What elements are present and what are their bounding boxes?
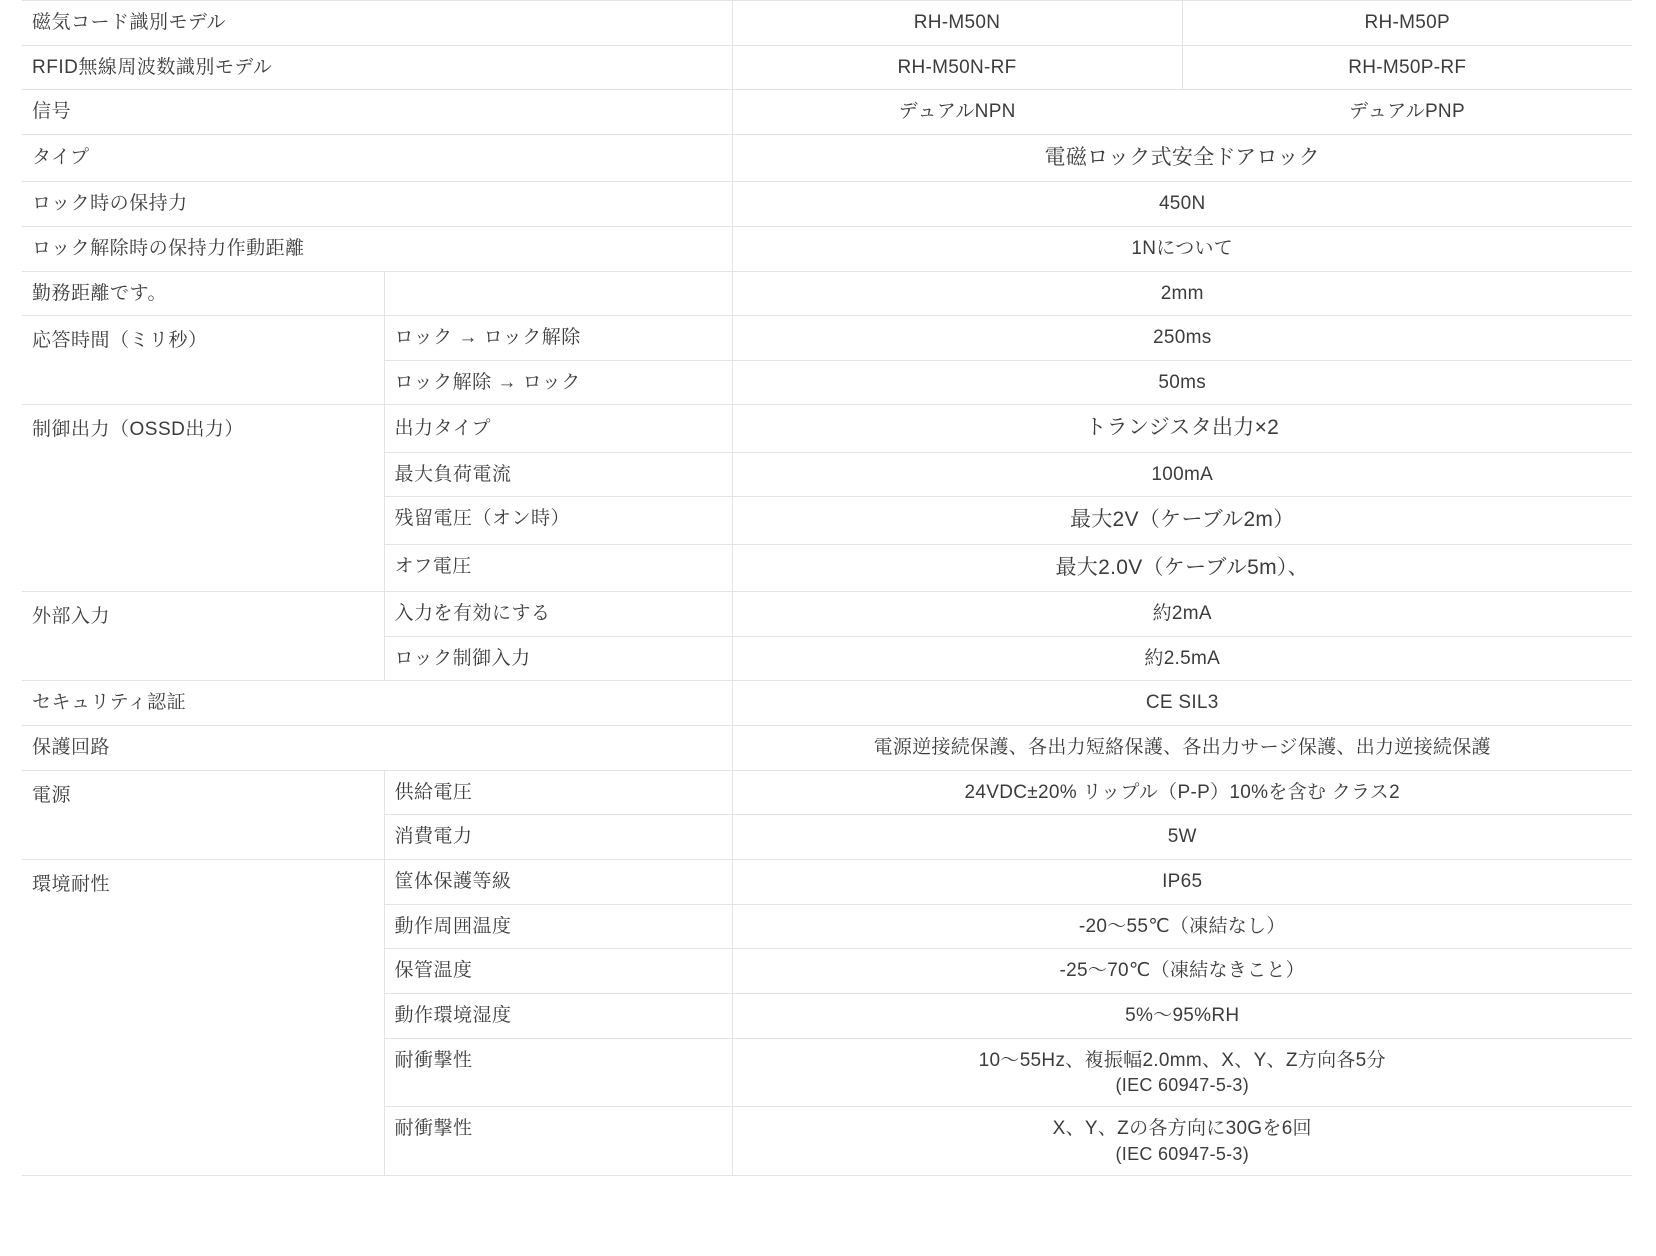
row-sublabel: 耐衝撃性 [384, 1038, 732, 1107]
row-value: 50ms [732, 360, 1632, 405]
row-sublabel: 動作周囲温度 [384, 904, 732, 949]
row-value: 1Nについて [732, 226, 1632, 271]
row-label: タイプ [22, 134, 732, 181]
specification-table [22, 0, 1632, 1176]
row-value: 450N [732, 182, 1632, 227]
row-value: -20〜55℃（凍結なし） [732, 904, 1632, 949]
row-sublabel: オフ電圧 [384, 544, 732, 591]
row-sublabel: ロック制御入力 [384, 636, 732, 681]
row-sublabel: 消費電力 [384, 815, 732, 860]
row-value-line1: 10〜55Hz、複振幅2.0mm、X、Y、Z方向各5分 [978, 1049, 1386, 1071]
table-row [22, 592, 1632, 637]
row-value: RH-M50P [1182, 1, 1632, 46]
table-row [22, 405, 1632, 452]
row-value: 2mm [732, 271, 1632, 316]
row-value: 電磁ロック式安全ドアロック [732, 134, 1632, 181]
row-value: RH-M50N [732, 1, 1182, 46]
row-sublabel-empty [384, 271, 732, 316]
row-label: 応答時間（ミリ秒） [22, 316, 384, 405]
row-label: 信号 [22, 90, 732, 135]
table-row [22, 859, 1632, 904]
row-label: 保護回路 [22, 726, 732, 771]
table-row [22, 45, 1632, 90]
row-label: ロック時の保持力 [22, 182, 732, 227]
row-value-line1: X、Y、Zの各方向に30Gを6回 [1052, 1118, 1312, 1140]
row-label: ロック解除時の保持力作動距離 [22, 226, 732, 271]
row-value: 5W [732, 815, 1632, 860]
row-label: 勤務距離です。 [22, 271, 384, 316]
table-row [22, 770, 1632, 815]
row-sublabel: 動作環境湿度 [384, 993, 732, 1038]
row-label: 制御出力（OSSD出力） [22, 405, 384, 592]
table-row [22, 316, 1632, 361]
table-row [22, 726, 1632, 771]
row-value: CE SIL3 [732, 681, 1632, 726]
row-label: 外部入力 [22, 592, 384, 681]
row-value [732, 1107, 1632, 1176]
table-row [22, 271, 1632, 316]
row-sublabel: 入力を有効にする [384, 592, 732, 637]
row-sublabel: 保管温度 [384, 949, 732, 994]
row-label: セキュリティ認証 [22, 681, 732, 726]
row-sublabel: ロック → ロック解除 [384, 316, 732, 361]
row-value: 250ms [732, 316, 1632, 361]
row-sublabel: 出力タイプ [384, 405, 732, 452]
table-row [22, 681, 1632, 726]
row-value [732, 1038, 1632, 1107]
row-value-line2: (IEC 60947-5-3) [1115, 1144, 1250, 1165]
row-value: 最大2.0V（ケーブル5m）、 [732, 544, 1632, 591]
row-value: 約2mA [732, 592, 1632, 637]
row-value: 24VDC±20% リップル（P-P）10%を含む クラス2 [732, 770, 1632, 815]
row-value: トランジスタ出力×2 [732, 405, 1632, 452]
row-sublabel: ロック解除 → ロック [384, 360, 732, 405]
row-value: 5%〜95%RH [732, 993, 1632, 1038]
row-sublabel: 筐体保護等級 [384, 859, 732, 904]
row-sublabel: 残留電圧（オン時） [384, 497, 732, 544]
row-value: 最大2V（ケーブル2m） [732, 497, 1632, 544]
row-label: RFID無線周波数識別モデル [22, 45, 732, 90]
row-value: デュアルNPN [732, 90, 1182, 135]
row-value: デュアルPNP [1182, 90, 1632, 135]
table-row [22, 90, 1632, 135]
row-value: 約2.5mA [732, 636, 1632, 681]
row-value-line2: (IEC 60947-5-3) [1115, 1075, 1250, 1096]
row-value: -25〜70℃（凍結なきこと） [732, 949, 1632, 994]
table-row [22, 1, 1632, 46]
row-label: 磁気コード識別モデル [22, 1, 732, 46]
row-sublabel: 最大負荷電流 [384, 452, 732, 497]
table-row [22, 134, 1632, 181]
row-label: 電源 [22, 770, 384, 859]
row-sublabel: 供給電圧 [384, 770, 732, 815]
row-value: 電源逆接続保護、各出力短絡保護、各出力サージ保護、出力逆接続保護 [732, 726, 1632, 771]
table-row [22, 182, 1632, 227]
row-value: IP65 [732, 859, 1632, 904]
row-value: 100mA [732, 452, 1632, 497]
row-value: RH-M50N-RF [732, 45, 1182, 90]
row-sublabel: 耐衝撃性 [384, 1107, 732, 1176]
row-label: 環境耐性 [22, 859, 384, 1175]
table-row [22, 226, 1632, 271]
row-value: RH-M50P-RF [1182, 45, 1632, 90]
